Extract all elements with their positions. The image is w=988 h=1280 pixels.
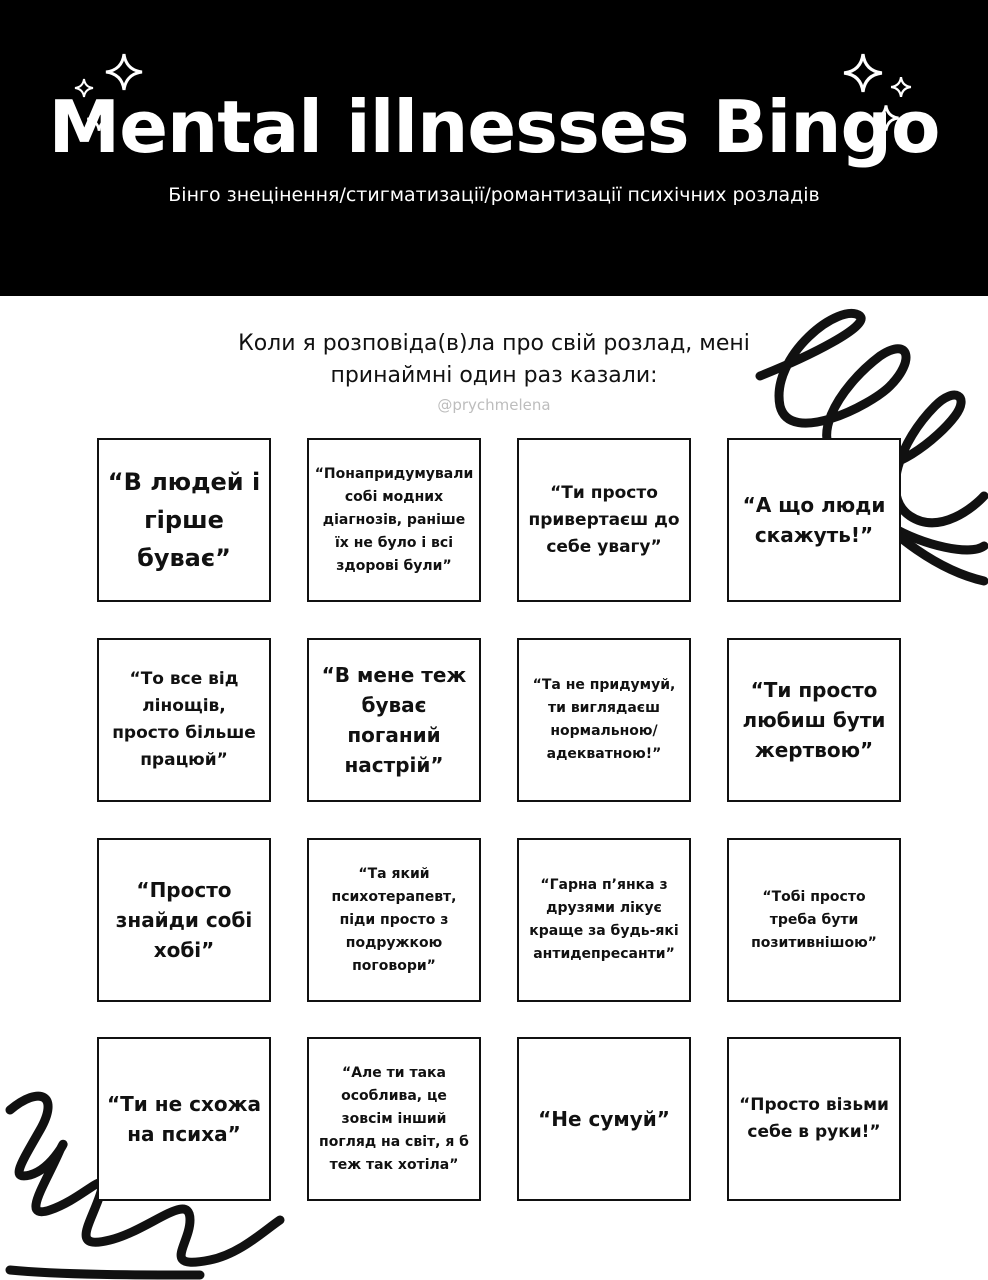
bingo-cell[interactable] [727,1037,901,1201]
intro-text [194,328,794,392]
bingo-cell-text: “Ти просто привертаєш до себе увагу” [528,482,680,557]
bingo-cell[interactable] [727,438,901,602]
author-handle: @prychmelena [437,396,551,414]
bingo-cell[interactable] [307,1037,481,1201]
bingo-cell-text: “Та не придумуй, ти виглядаєш нормальною/ адекватною!” [532,677,676,762]
intro-line-1: Коли я розповіда(в)ла про свій розлад, мені [238,331,750,356]
bingo-cell[interactable] [727,638,901,802]
header-banner [0,0,988,296]
bingo-cell[interactable] [307,438,481,602]
bingo-cell[interactable] [97,838,271,1002]
bingo-cell-text: “В людей і гірше буває” [107,468,261,572]
page-subtitle: Бінго знецінення/стигматизації/романтизації психічних розладів [168,184,820,206]
intro-line-2: принаймні один раз казали: [330,363,658,388]
bingo-cell[interactable] [307,638,481,802]
bingo-cell-text: “Але ти така особлива, це зовсім інший погляд на світ, я б теж так хотіла” [319,1064,469,1173]
bingo-cell[interactable] [307,838,481,1002]
page-title: Mental illnesses Bingo [48,85,940,169]
bingo-cell[interactable] [97,638,271,802]
bingo-cell[interactable] [727,838,901,1002]
bingo-cell-text: “Просто знайди собі хобі” [115,878,253,962]
bingo-cell-text: “Гарна п’янка з друзями лікує краще за будь-які антидепресанти” [529,877,679,962]
bingo-cell[interactable] [517,1037,691,1201]
bingo-cell-text: “А що люди скажуть!” [742,493,886,547]
bingo-cell[interactable] [97,1037,271,1201]
bingo-cell-text: “Ти просто любиш бути жертвою” [742,678,886,762]
bingo-cell-text: “Понапридумували собі модних діагнозів, раніше їх не було і всі здорові були” [314,465,474,574]
bingo-cell-text: “В мене теж буває поганий настрій” [321,663,467,777]
bingo-cell[interactable] [517,838,691,1002]
bingo-cell[interactable] [97,438,271,602]
bingo-cell-text: “Ти не схожа на психа” [107,1092,262,1146]
bingo-cell-text: “Тобі просто треба бути позитивнішою” [751,888,877,951]
bingo-cell-text: “Не сумуй” [538,1107,670,1131]
bingo-cell[interactable] [517,638,691,802]
bingo-cell-text: “Просто візьми себе в руки!” [739,1095,889,1142]
bingo-cell-text: “То все від лінощів, просто більше працюй” [112,669,256,770]
bingo-cell[interactable] [517,438,691,602]
bingo-cell-text: “Та який психотерапевт, піди просто з подружкою поговори” [331,865,457,974]
